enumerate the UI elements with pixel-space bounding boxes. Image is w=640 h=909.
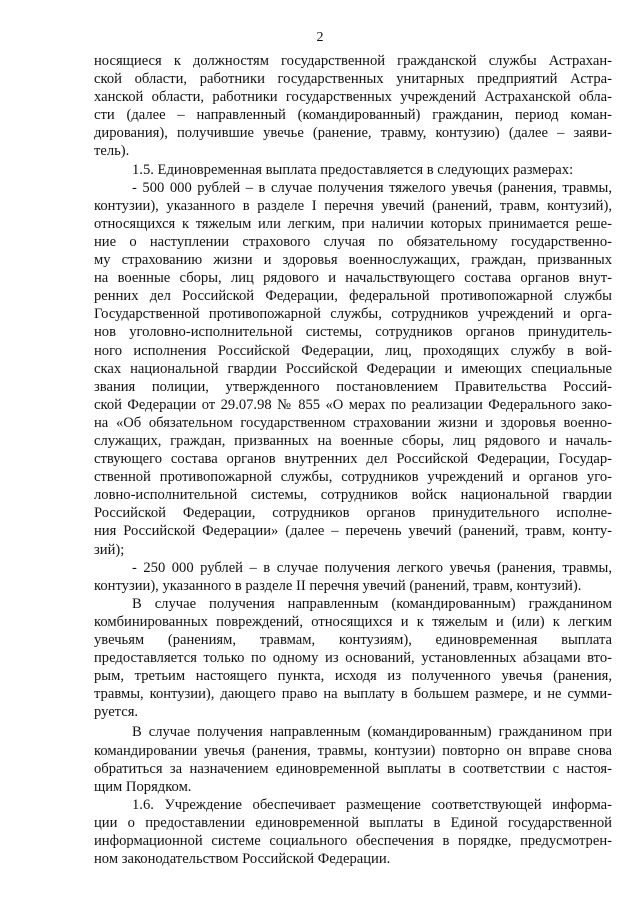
- text-line: относящихся к тяжелым или легким, при наличии которых принимается реше-: [94, 215, 612, 232]
- text-line: на «Об обязательном государственном страховании жизни и здоровья военно-: [94, 414, 612, 431]
- text-line: ской Федерации от 29.07.98 № 855 «О мерах по реализации Федерального зако-: [94, 396, 612, 413]
- paragraph: [94, 179, 612, 559]
- text-line: зий);: [94, 541, 125, 558]
- text-line: ханской области, работники государственных учреждений Астраханской обла-: [94, 89, 612, 106]
- text-line: ственной противопожарной службы, сотрудников учреждений и органов уго-: [94, 469, 612, 486]
- text-line: В случае получения направленным (командированным) гражданином при: [132, 724, 612, 741]
- text-line: информационной системе социального обеспечения в порядке, предусмотрен-: [94, 833, 612, 850]
- text-line: нов уголовно-исполнительной системы, сотрудников органов принудитель-: [94, 324, 612, 341]
- text-line: ном законодательством Российской Федерации.: [94, 851, 391, 868]
- text-line: на военные сборы, лиц рядового и начальствующего состава органов внут-: [94, 270, 612, 287]
- text-line: ской области, работники государственных унитарных предприятий Астра-: [94, 71, 612, 88]
- text-line: ние о наступлении страхового случая по обязательному государственно-: [94, 233, 612, 250]
- text-line: дирования), получившие увечье (ранение, травму, контузию) (далее – заяви-: [94, 125, 612, 142]
- text-line: рым, третьим настоящего пункта, исходя из полученного увечья (ранения,: [94, 668, 612, 685]
- text-line: щим Порядком.: [94, 778, 192, 795]
- paragraph: [94, 723, 612, 795]
- paragraph: [94, 595, 612, 722]
- text-line: контузии), указанного в разделе I перечня увечий (ранений, травм, контузий),: [94, 197, 612, 214]
- text-line: контузии), указанного в разделе II перечня увечий (ранений, травм, контузий).: [94, 577, 582, 594]
- text-line: - 250 000 рублей – в случае получения легкого увечья (ранения, травмы,: [132, 559, 612, 576]
- text-line: травмы, контузии), дающего право на выплату в большем размере, и не сумми-: [94, 686, 612, 703]
- text-line: сках национальной гвардии Российской Федерации и имеющих специальные: [94, 360, 612, 377]
- text-line: тель).: [94, 143, 130, 160]
- text-line: Государственной противопожарной службы, сотрудников учреждений и орга-: [94, 306, 612, 323]
- text-line: - 500 000 рублей – в случае получения тяжелого увечья (ранения, травмы,: [132, 179, 612, 196]
- text-line: сти (далее – направленный (командированный) гражданин, период коман-: [94, 107, 612, 124]
- page-number: 2: [316, 30, 324, 45]
- text-line: предоставляется только по одному из оснований, установленных абзацами вто-: [94, 650, 612, 667]
- text-line: командировании увечья (ранения, травмы, контузии) повторно он вправе снова: [94, 742, 612, 759]
- paragraph: [94, 559, 612, 595]
- paragraph: [94, 796, 612, 868]
- paragraph: [94, 52, 612, 161]
- text-line: ренних дел Российской Федерации, федеральной противопожарной службы: [94, 288, 612, 305]
- document-body: [94, 52, 612, 868]
- text-line: му страхованию жизни и здоровья военнослужащих, граждан, призванных: [94, 252, 612, 269]
- text-line: 1.6. Учреждение обеспечивает размещение соответствующей информа-: [132, 796, 612, 813]
- text-line: обратиться за назначением единовременной выплаты в соответствии с настоя-: [94, 760, 612, 777]
- text-line: ствующего состава органов внутренних дел Российской Федерации, Государ-: [94, 451, 612, 468]
- text-line: 1.5. Единовременная выплата предоставляется в следующих размерах:: [132, 161, 574, 178]
- text-line: носящиеся к должностям государственной гражданской службы Астрахан-: [94, 53, 612, 69]
- text-line: увечьям (ранениям, травмам, контузиям), единовременная выплата: [94, 632, 612, 648]
- text-line: В случае получения направленным (командированным) гражданином: [132, 595, 612, 612]
- text-line: звания полиции, утвержденного постановлением Правительства Россий-: [94, 378, 612, 395]
- text-line: Российской Федерации, сотрудников органов принудительного исполне-: [94, 505, 612, 522]
- text-line: ловно-исполнительной системы, сотрудников войск национальной гвардии: [94, 487, 612, 504]
- text-line: служащих, граждан, призванных на военные сборы, лиц рядового и началь-: [94, 432, 612, 449]
- text-line: ции о предоставлении единовременной выплаты в Единой государственной: [94, 814, 612, 831]
- text-line: руется.: [94, 704, 139, 721]
- text-line: ния Российской Федерации» (далее – перечень увечий (ранений, травм, конту-: [94, 523, 612, 540]
- text-line: ного исполнения Российской Федерации, лиц, проходящих службу в вой-: [94, 342, 612, 359]
- paragraph: [94, 161, 612, 179]
- text-line: комбинированных повреждений, относящихся и к тяжелым и (или) к легким: [94, 613, 612, 630]
